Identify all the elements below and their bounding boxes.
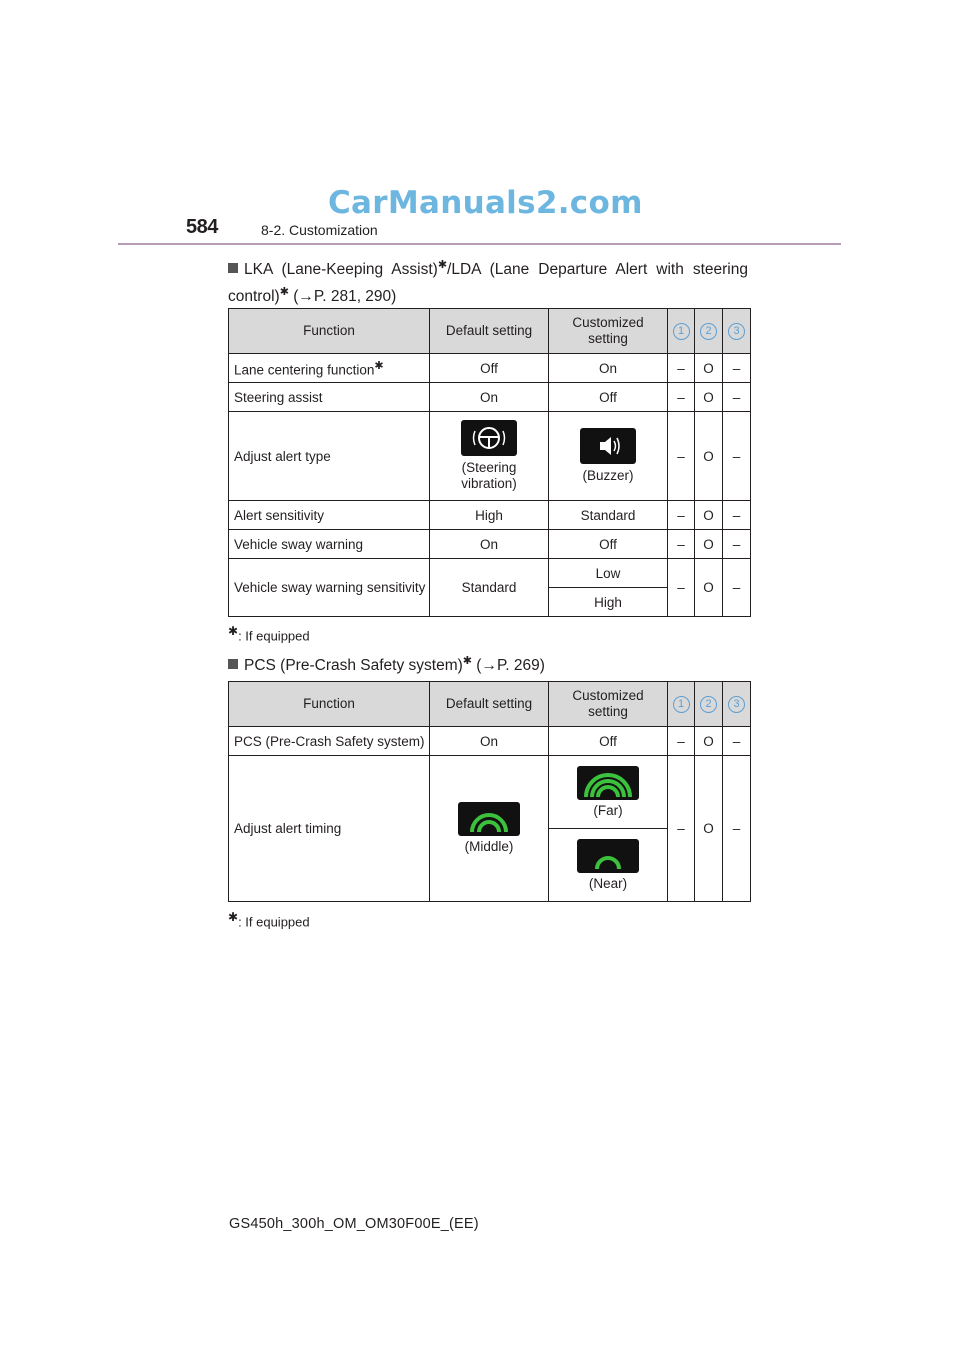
row-custom xyxy=(549,412,668,501)
row-c3: – xyxy=(723,727,751,756)
row-c1: – xyxy=(668,727,695,756)
col-customized-line2: setting xyxy=(588,704,628,719)
col-customized-line2: setting xyxy=(588,331,628,346)
lka-heading-ref[interactable]: P. 281, 290) xyxy=(313,288,397,306)
col-default: Default setting xyxy=(430,309,549,354)
pcs-settings-table xyxy=(228,681,751,902)
table-row xyxy=(229,559,751,588)
square-bullet-icon xyxy=(228,659,238,669)
table-row xyxy=(229,727,751,756)
row-c2: O xyxy=(695,559,723,617)
circled-number-2-icon: 2 xyxy=(700,696,717,713)
row-function: Alert sensitivity xyxy=(229,501,430,530)
table-header-row xyxy=(229,682,751,727)
row-c3: – xyxy=(723,501,751,530)
row-function: Adjust alert timing xyxy=(229,756,430,902)
buzzer-caption: (Buzzer) xyxy=(582,468,634,483)
page-number: 584 xyxy=(186,216,218,238)
header-rule xyxy=(118,243,841,245)
alert-timing-middle-icon xyxy=(458,802,520,836)
row-default: Off xyxy=(430,354,549,383)
row-default: On xyxy=(430,530,549,559)
row-function-text: Lane centering function xyxy=(234,362,375,378)
circled-number-2-icon: 2 xyxy=(700,323,717,340)
table-row xyxy=(229,354,751,383)
watermark: CarManuals2.com xyxy=(328,185,643,221)
middle-caption: (Middle) xyxy=(464,839,514,854)
lka-heading-paren: ( xyxy=(288,288,299,306)
col-3 xyxy=(723,309,751,354)
row-custom: Off xyxy=(549,383,668,412)
row-default: Standard xyxy=(430,559,549,617)
table-row xyxy=(229,530,751,559)
row-custom: On xyxy=(549,354,668,383)
circled-number-1-icon: 1 xyxy=(673,696,690,713)
row-default xyxy=(430,412,549,501)
row-custom: Off xyxy=(549,727,668,756)
col-default: Default setting xyxy=(430,682,549,727)
col-2 xyxy=(695,309,723,354)
pcs-footnote-text: : If equipped xyxy=(238,914,310,930)
table-row xyxy=(229,501,751,530)
circled-number-3-icon: 3 xyxy=(728,696,745,713)
col-customized-line1: Customized xyxy=(572,315,644,330)
row-c2: O xyxy=(695,727,723,756)
arrow-icon: → xyxy=(481,657,497,675)
row-c2: O xyxy=(695,412,723,501)
row-custom-high: High xyxy=(549,588,668,617)
row-function: Vehicle sway warning xyxy=(229,530,430,559)
arrow-icon: → xyxy=(298,288,314,306)
pcs-footnote xyxy=(228,910,310,929)
row-custom: Standard xyxy=(549,501,668,530)
col-customized-line1: Customized xyxy=(572,688,644,703)
row-c1: – xyxy=(668,501,695,530)
row-c2: O xyxy=(695,501,723,530)
alert-timing-far-icon xyxy=(577,766,639,800)
col-customized xyxy=(549,682,668,727)
pcs-heading-ref[interactable]: P. 269) xyxy=(496,657,545,675)
lka-heading-text-a: LKA (Lane-Keeping Assist) xyxy=(244,261,438,279)
row-c3: – xyxy=(723,383,751,412)
square-bullet-icon xyxy=(228,263,238,273)
row-c1: – xyxy=(668,530,695,559)
row-c2: O xyxy=(695,530,723,559)
manual-code: GS450h_300h_OM_OM30F00E_(EE) xyxy=(229,1216,479,1232)
row-c1: – xyxy=(668,756,695,902)
col-function: Function xyxy=(229,682,430,727)
asterisk: ✱ xyxy=(437,259,448,271)
row-c3: – xyxy=(723,412,751,501)
buzzer-icon xyxy=(580,428,636,464)
row-c3: – xyxy=(723,354,751,383)
table-row xyxy=(229,756,751,829)
steering-vibration-caption: (Steering vibration) xyxy=(461,460,517,491)
lka-settings-table xyxy=(228,308,751,617)
row-c2: O xyxy=(695,354,723,383)
row-function xyxy=(229,354,430,383)
col-2 xyxy=(695,682,723,727)
circled-number-3-icon: 3 xyxy=(728,323,745,340)
asterisk: ✱ xyxy=(462,655,472,667)
col-customized xyxy=(549,309,668,354)
near-caption: (Near) xyxy=(588,875,628,891)
asterisk: ✱ xyxy=(228,624,239,638)
row-custom-low: Low xyxy=(549,559,668,588)
row-function: Vehicle sway warning sensitivity xyxy=(229,559,430,617)
col-1 xyxy=(668,682,695,727)
row-custom: Off xyxy=(549,530,668,559)
table-header-row xyxy=(229,309,751,354)
row-default: On xyxy=(430,383,549,412)
section-title: 8-2. Customization xyxy=(261,222,378,238)
alert-timing-near-icon xyxy=(577,839,639,873)
row-function: PCS (Pre-Crash Safety system) xyxy=(229,727,430,756)
lka-heading xyxy=(228,254,748,308)
row-custom-near xyxy=(549,829,668,902)
pcs-heading-paren: ( xyxy=(472,657,482,675)
steering-vibration-icon xyxy=(461,420,517,456)
row-c1: – xyxy=(668,559,695,617)
asterisk: ✱ xyxy=(374,359,384,372)
row-custom-far xyxy=(549,756,668,829)
row-c3: – xyxy=(723,756,751,902)
pcs-heading xyxy=(228,650,545,677)
asterisk: ✱ xyxy=(279,286,289,299)
row-c2: O xyxy=(695,383,723,412)
row-c2: O xyxy=(695,756,723,902)
table-row xyxy=(229,383,751,412)
lka-heading-text-b: /LDA (Lane Departure Alert with steering control) xyxy=(228,261,748,306)
row-default: On xyxy=(430,727,549,756)
col-function: Function xyxy=(229,309,430,354)
col-3 xyxy=(723,682,751,727)
far-caption: (Far) xyxy=(593,802,623,818)
row-c3: – xyxy=(723,559,751,617)
row-function: Steering assist xyxy=(229,383,430,412)
row-c1: – xyxy=(668,354,695,383)
lka-footnote-text: : If equipped xyxy=(238,628,310,644)
col-1 xyxy=(668,309,695,354)
pcs-heading-text: PCS (Pre-Crash Safety system) xyxy=(244,657,463,675)
row-function: Adjust alert type xyxy=(229,412,430,501)
asterisk: ✱ xyxy=(228,910,239,924)
row-c1: – xyxy=(668,412,695,501)
row-c1: – xyxy=(668,383,695,412)
row-default: High xyxy=(430,501,549,530)
lka-footnote xyxy=(228,624,310,643)
table-row xyxy=(229,412,751,501)
row-default xyxy=(430,756,549,902)
circled-number-1-icon: 1 xyxy=(673,323,690,340)
row-c3: – xyxy=(723,530,751,559)
